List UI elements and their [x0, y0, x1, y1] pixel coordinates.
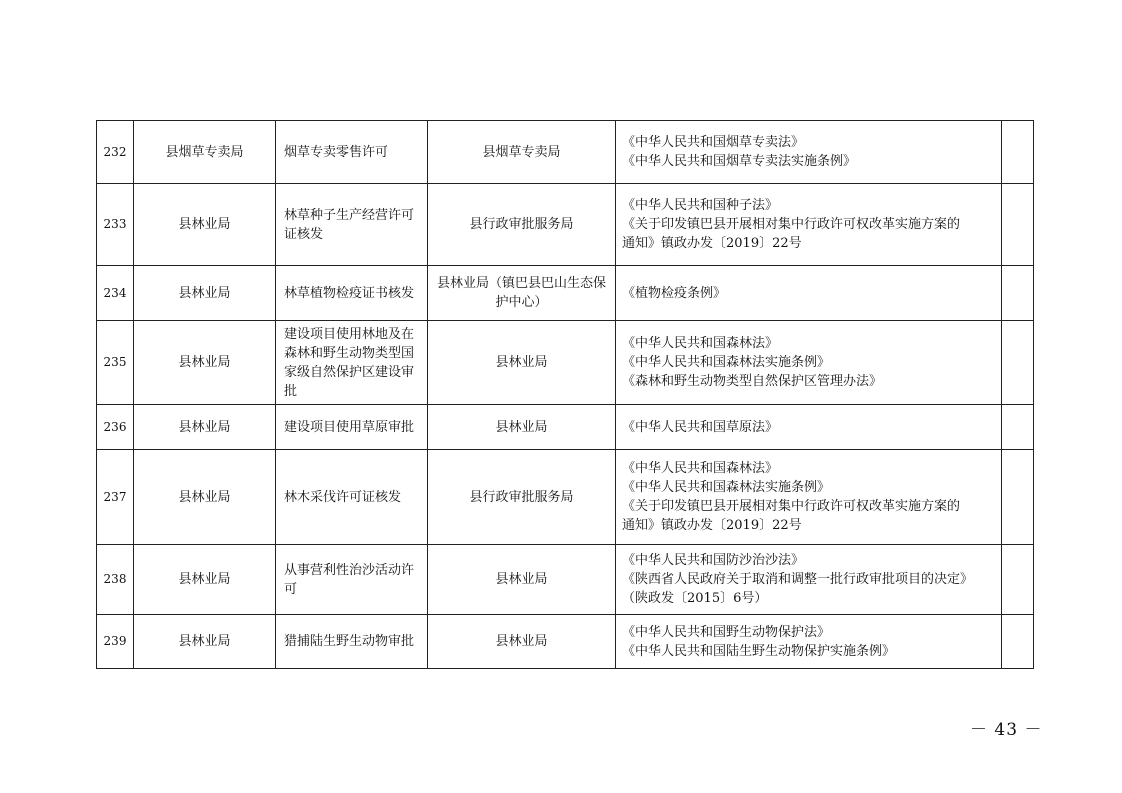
remarks-cell [1002, 184, 1034, 266]
department-cell: 县林业局 [134, 321, 276, 405]
legal-basis-line: 《关于印发镇巴县开展相对集中行政许可权改革实施方案的 [622, 499, 961, 514]
permit-item-cell: 林草植物检疫证书核发 [276, 266, 428, 321]
legal-basis-line: 《中华人民共和国烟草专卖法》 [622, 135, 805, 150]
legal-basis-line: 《关于印发镇巴县开展相对集中行政许可权改革实施方案的 [622, 217, 961, 232]
legal-basis-cell [616, 121, 1002, 184]
legal-basis-line: 《中华人民共和国森林法》 [622, 336, 779, 351]
legal-basis-line: 《中华人民共和国烟草专卖法实施条例》 [622, 154, 857, 169]
legal-basis-cell [616, 405, 1002, 450]
legal-basis-line: 《中华人民共和国陆生野生动物保护实施条例》 [622, 643, 896, 659]
permit-table [96, 120, 1034, 669]
legal-basis-cell [616, 321, 1002, 405]
handling-agency-cell: 县林业局 [428, 615, 616, 669]
handling-agency-cell: 县林业局 [428, 545, 616, 615]
legal-basis-cell [616, 450, 1002, 545]
permit-item-cell: 林木采伐许可证核发 [276, 450, 428, 545]
row-number-cell: 239 [97, 615, 134, 669]
row-number-cell: 233 [97, 184, 134, 266]
row-number-cell: 234 [97, 266, 134, 321]
legal-basis-cell [616, 615, 1002, 669]
legal-basis-line: 《中华人民共和国森林法》 [622, 461, 779, 476]
table-row [97, 266, 1034, 321]
table-body [97, 121, 1034, 669]
legal-basis-line: 《中华人民共和国野生动物保护法》 [622, 624, 831, 640]
remarks-cell [1002, 321, 1034, 405]
legal-basis-line: （陕政发〔2015〕6号） [622, 591, 768, 606]
permit-item-cell: 烟草专卖零售许可 [276, 121, 428, 184]
permit-item-cell: 从事营利性治沙活动许可 [276, 545, 428, 615]
department-cell: 县林业局 [134, 615, 276, 669]
row-number-cell: 232 [97, 121, 134, 184]
remarks-cell [1002, 405, 1034, 450]
department-cell: 县林业局 [134, 450, 276, 545]
remarks-cell [1002, 615, 1034, 669]
page-number: － 43 － [970, 720, 1043, 740]
row-number-cell: 236 [97, 405, 134, 450]
remarks-cell [1002, 450, 1034, 545]
department-cell: 县林业局 [134, 545, 276, 615]
department-cell: 县林业局 [134, 184, 276, 266]
legal-basis-line: 《陕西省人民政府关于取消和调整一批行政审批项目的决定》 [622, 572, 974, 587]
table-row [97, 321, 1034, 405]
legal-basis-line: 《中华人民共和国防沙治沙法》 [622, 553, 805, 568]
legal-basis-line: 《中华人民共和国草原法》 [622, 419, 779, 435]
remarks-cell [1002, 266, 1034, 321]
legal-basis-line: 《中华人民共和国种子法》 [622, 198, 779, 213]
remarks-cell [1002, 121, 1034, 184]
permit-item-cell: 林草种子生产经营许可证核发 [276, 184, 428, 266]
legal-basis-cell [616, 545, 1002, 615]
legal-basis-line: 通知》镇政办发〔2019〕22号 [622, 518, 802, 533]
table-row [97, 405, 1034, 450]
table-row [97, 450, 1034, 545]
department-cell: 县林业局 [134, 405, 276, 450]
legal-basis-line: 《植物检疫条例》 [622, 285, 727, 301]
department-cell: 县林业局 [134, 266, 276, 321]
permit-item-cell: 建设项目使用林地及在森林和野生动物类型国家级自然保护区建设审批 [276, 321, 428, 405]
legal-basis-line: 《中华人民共和国森林法实施条例》 [622, 355, 831, 370]
handling-agency-cell: 县林业局 [428, 321, 616, 405]
handling-agency-cell: 县烟草专卖局 [428, 121, 616, 184]
table-row [97, 121, 1034, 184]
handling-agency-cell: 县林业局（镇巴县巴山生态保护中心） [428, 266, 616, 321]
permit-item-cell: 建设项目使用草原审批 [276, 405, 428, 450]
legal-basis-cell [616, 266, 1002, 321]
legal-basis-cell [616, 184, 1002, 266]
table-row [97, 184, 1034, 266]
remarks-cell [1002, 545, 1034, 615]
department-cell: 县烟草专卖局 [134, 121, 276, 184]
row-number-cell: 238 [97, 545, 134, 615]
handling-agency-cell: 县行政审批服务局 [428, 184, 616, 266]
table-row [97, 615, 1034, 669]
legal-basis-line: 《森林和野生动物类型自然保护区管理办法》 [622, 374, 883, 389]
row-number-cell: 235 [97, 321, 134, 405]
handling-agency-cell: 县行政审批服务局 [428, 450, 616, 545]
legal-basis-line: 《中华人民共和国森林法实施条例》 [622, 480, 831, 495]
table-row [97, 545, 1034, 615]
row-number-cell: 237 [97, 450, 134, 545]
handling-agency-cell: 县林业局 [428, 405, 616, 450]
legal-basis-line: 通知》镇政办发〔2019〕22号 [622, 236, 802, 251]
permit-item-cell: 猎捕陆生野生动物审批 [276, 615, 428, 669]
